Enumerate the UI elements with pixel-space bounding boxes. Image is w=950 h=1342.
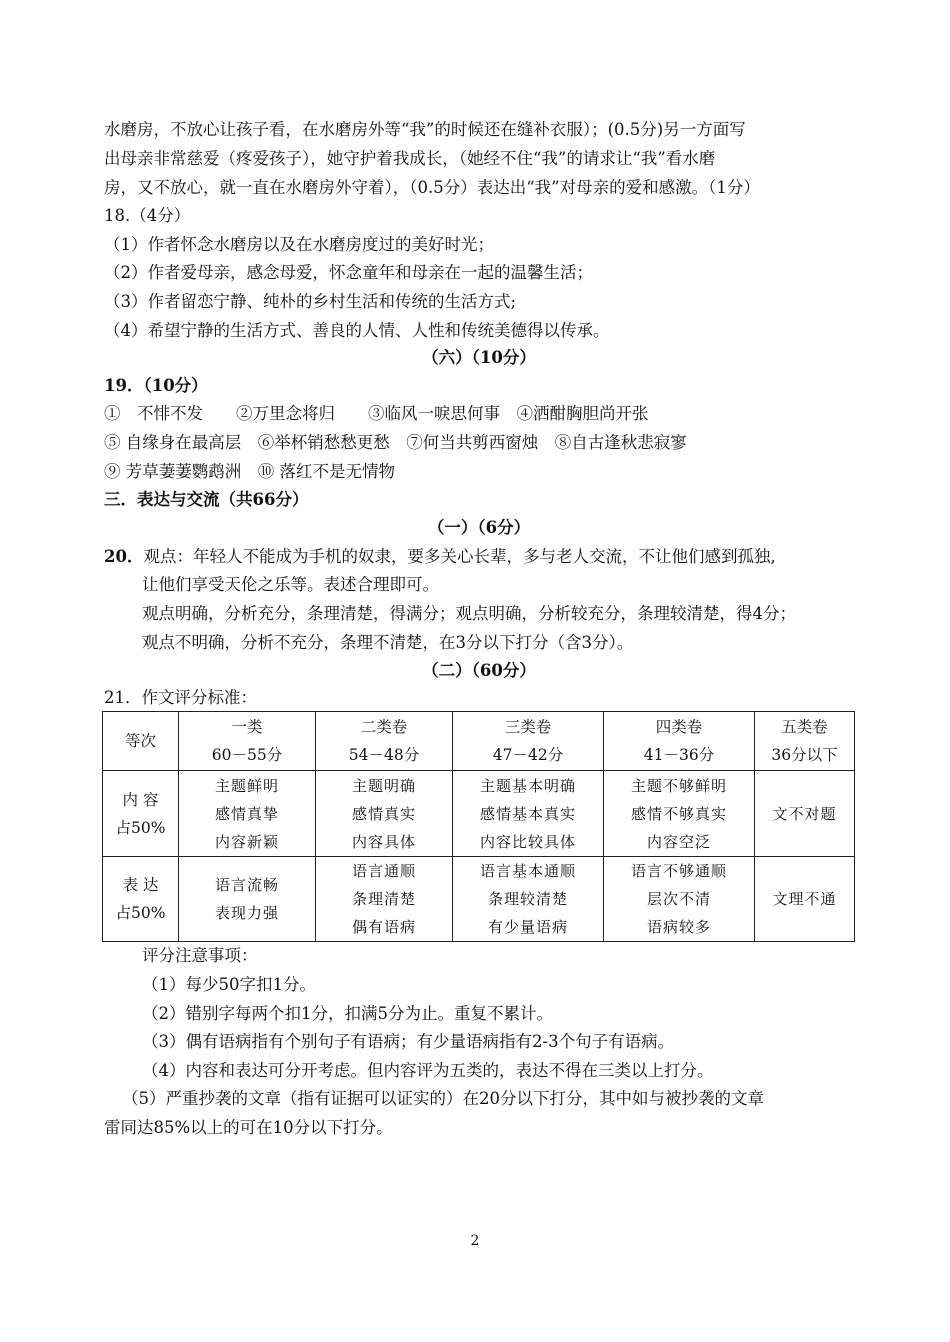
- table-cell: 主题鲜明 感情真挚 内容新颖: [179, 771, 316, 857]
- question-19-heading: 19．（10分）: [104, 376, 208, 395]
- answer-line: ⑨ 芳草萋萋鹦鹉洲 ⑩ 落红不是无情物: [104, 462, 395, 481]
- table-cell: 语言基本通顺 条理较清楚 有少量语病: [453, 857, 604, 942]
- table-corner-cell: 等次: [103, 712, 179, 771]
- answer-item: （1）作者怀念水磨房以及在水磨房度过的美好时光；: [104, 235, 494, 254]
- note-item-continued: 雷同达85%以上的可在10分以下打分。: [104, 1118, 393, 1137]
- note-item: （1）每少50字扣1分。: [142, 975, 316, 994]
- notes-title: 评分注意事项：: [142, 946, 258, 965]
- table-cell: 语言通顺 条理清楚 偶有语病: [316, 857, 453, 942]
- note-item: （2）错别字每两个扣1分，扣满5分为止。重复不累计。: [142, 1004, 553, 1023]
- text-line: 房，又不放心，就一直在水磨房外守着），（0.5分）表达出“我”对母亲的爱和感激。（1分）: [104, 178, 760, 197]
- note-item: （5）严重抄袭的文章（指有证据可以证实的）在20分以下打分，其中如与被抄袭的文章: [122, 1089, 764, 1108]
- table-cell: 文理不通: [755, 857, 855, 942]
- part-3-heading: 三．表达与交流（共66分）: [104, 490, 309, 509]
- table-row-content: [103, 771, 855, 857]
- table-row-expression: [103, 857, 855, 942]
- table-header-row: [103, 712, 855, 771]
- row-label: 表 达 占50%: [103, 857, 179, 942]
- table-header-cell: 五类卷 36分以下: [755, 712, 855, 771]
- table-cell: 主题明确 感情真实 内容具体: [316, 771, 453, 857]
- table-header-cell: 一类 60－55分: [179, 712, 316, 771]
- answer-item: （4）希望宁静的生活方式、善良的人情、人性和传统美德得以传承。: [104, 321, 610, 340]
- table-cell: 语言流畅 表现力强: [179, 857, 316, 942]
- table-cell: 主题基本明确 感情基本真实 内容比较具体: [453, 771, 604, 857]
- grading-table: [102, 711, 855, 942]
- question-21-heading: 21．作文评分标准：: [104, 688, 257, 707]
- table-header-cell: 二类卷 54－48分: [316, 712, 453, 771]
- section-heading-1: （一）（6分）: [427, 518, 531, 537]
- text-line: 出母亲非常慈爱（疼爱孩子），她守护着我成长，（她经不住“我”的请求让“我”看水磨: [104, 149, 716, 168]
- text-line: 观点不明确，分析不充分，条理不清楚，在3分以下打分（含3分）。: [142, 633, 634, 652]
- question-20-text: 20．观点：年轻人不能成为手机的奴隶，要多关心长辈，多与老人交流，不让他们感到孤独,: [104, 547, 776, 566]
- answer-line: ⑤ 自缘身在最高层 ⑥举杯销愁愁更愁 ⑦何当共剪西窗烛 ⑧自古逢秋悲寂寥: [104, 433, 687, 452]
- answer-item: （2）作者爱母亲，感念母爱，怀念童年和母亲在一起的温馨生活；: [104, 263, 593, 282]
- text-line: 水磨房，不放心让孩子看，在水磨房外等“我”的时候还在缝补衣服）；(0.5分)另一方面写: [104, 120, 746, 139]
- table-cell: 语言不够通顺 层次不清 语病较多: [604, 857, 755, 942]
- answer-item: （3）作者留恋宁静、纯朴的乡村生活和传统的生活方式;: [104, 292, 517, 311]
- page-number: 2: [470, 1233, 480, 1249]
- table-header-cell: 三类卷 47－42分: [453, 712, 604, 771]
- answer-line: ① 不悱不发 ②万里念将归 ③临风一唳思何事 ④洒酣胸胆尚开张: [104, 404, 649, 423]
- text-line: 观点明确，分析充分，条理清楚，得满分；观点明确，分析较充分，条理较清楚，得4分；: [142, 604, 796, 623]
- note-item: （3）偶有语病指有个别句子有语病；有少量语病指有2-3个句子有语病。: [142, 1032, 675, 1051]
- table-cell: 主题不够鲜明 感情不够真实 内容空泛: [604, 771, 755, 857]
- note-item: （4）内容和表达可分开考虑。但内容评为五类的，表达不得在三类以上打分。: [142, 1061, 714, 1080]
- section-heading-6: （六）（10分）: [422, 348, 536, 367]
- q20-answer: 观点：年轻人不能成为手机的奴隶，要多关心长辈，多与老人交流，不让他们感到孤独,: [143, 547, 776, 566]
- table-cell: 文不对题: [755, 771, 855, 857]
- row-label: 内 容 占50%: [103, 771, 179, 857]
- question-18-heading: 18.（4分）: [104, 206, 191, 225]
- table-header-cell: 四类卷 41－36分: [604, 712, 755, 771]
- text-line: 让他们享受天伦之乐等。表述合理即可。: [142, 575, 439, 594]
- section-heading-2: （二）（60分）: [422, 661, 536, 680]
